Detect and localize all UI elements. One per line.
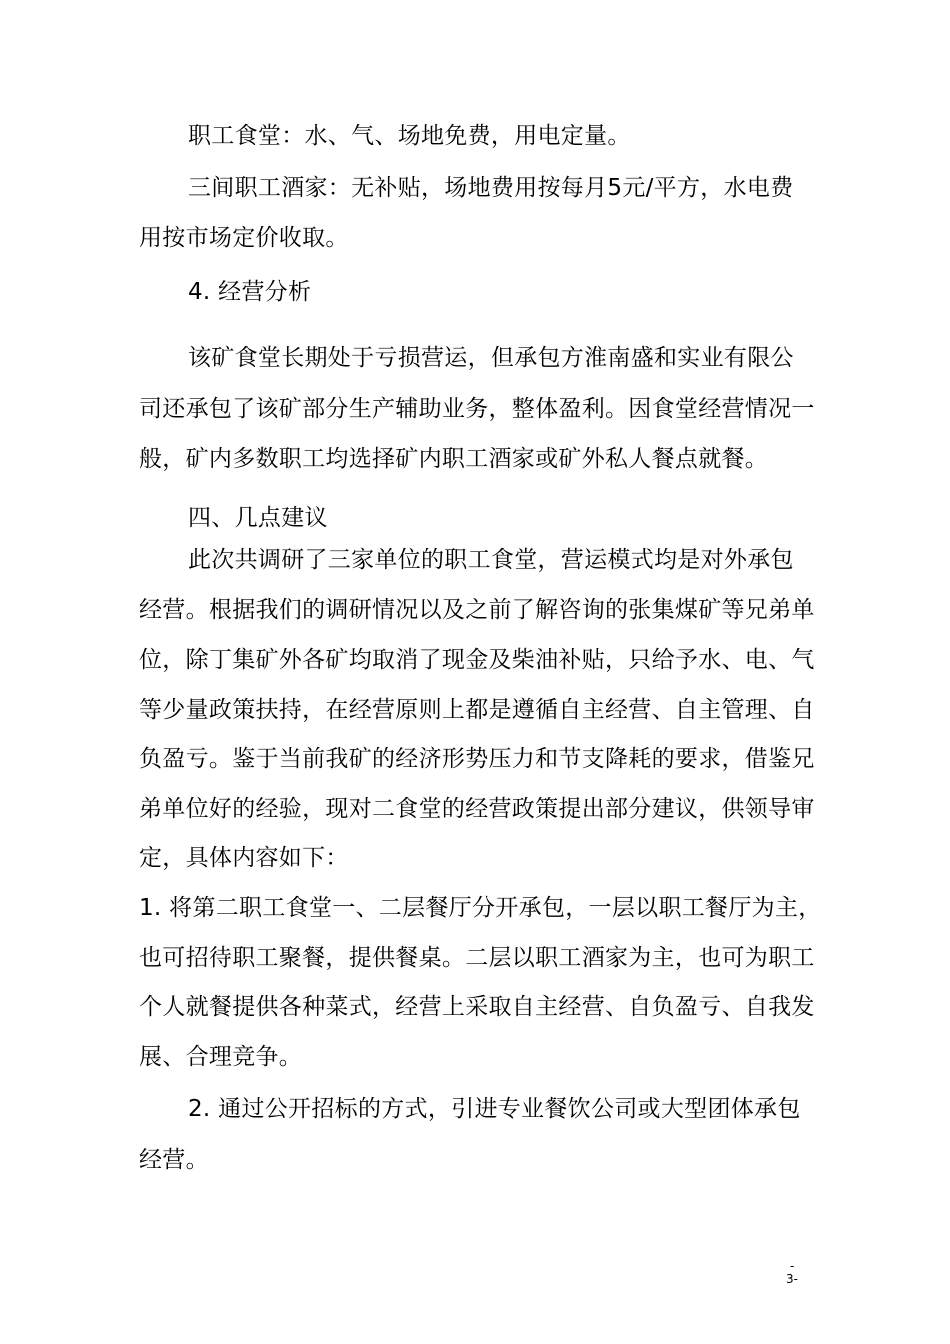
text-line-21: 经营。 [139,1147,209,1173]
text-line-12: 等少量政策扶持，在经营原则上都是遵循自主经营、自主管理、自 [139,697,815,723]
text-line-18: 个人就餐提供各种菜式，经营上采取自主经营、自负盈亏、自我发 [139,994,815,1020]
text-line-7: 般，矿内多数职工均选择矿内职工酒家或矿外私人餐点就餐。 [139,446,769,472]
text-line-3: 用按市场定价收取。 [139,225,349,251]
text-line-9: 此次共调研了三家单位的职工食堂，营运模式均是对外承包 [188,547,794,573]
text-line-20: 2. 通过公开招标的方式，引进专业餐饮公司或大型团体承包 [188,1096,801,1122]
text-line-10: 经营。根据我们的调研情况以及之前了解咨询的张集煤矿等兄弟单 [139,597,815,623]
text-line-14: 弟单位好的经验，现对二食堂的经营政策提出部分建议，供领导审 [139,796,815,822]
text-line-11: 位，除丁集矿外各矿均取消了现金及柴油补贴，只给予水、电、气 [139,647,815,673]
text-line-1: 职工食堂：水、气、场地免费，用电定量。 [188,123,631,149]
page-number: 3- [786,1272,798,1286]
section-heading-suggestions: 四、几点建议 [188,505,328,531]
section-heading-business-analysis: 4. 经营分析 [188,279,312,305]
text-line-17: 也可招待职工聚餐，提供餐桌。二层以职工酒家为主，也可为职工 [139,945,815,971]
text-line-5: 该矿食堂长期处于亏损营运，但承包方淮南盛和实业有限公 [188,345,794,371]
text-line-2: 三间职工酒家：无补贴，场地费用按每月5元/平方，水电费 [188,175,794,201]
text-line-16: 1. 将第二职工食堂一、二层餐厅分开承包，一层以职工餐厅为主， [139,895,822,921]
text-line-6: 司还承包了该矿部分生产辅助业务，整体盈利。因食堂经营情况一 [139,396,815,422]
text-line-15: 定，具体内容如下： [139,845,349,871]
page-number-dash: - [790,1259,795,1273]
text-line-19: 展、合理竞争。 [139,1044,303,1070]
text-line-13: 负盈亏。鉴于当前我矿的经济形势压力和节支降耗的要求，借鉴兄 [139,746,815,772]
